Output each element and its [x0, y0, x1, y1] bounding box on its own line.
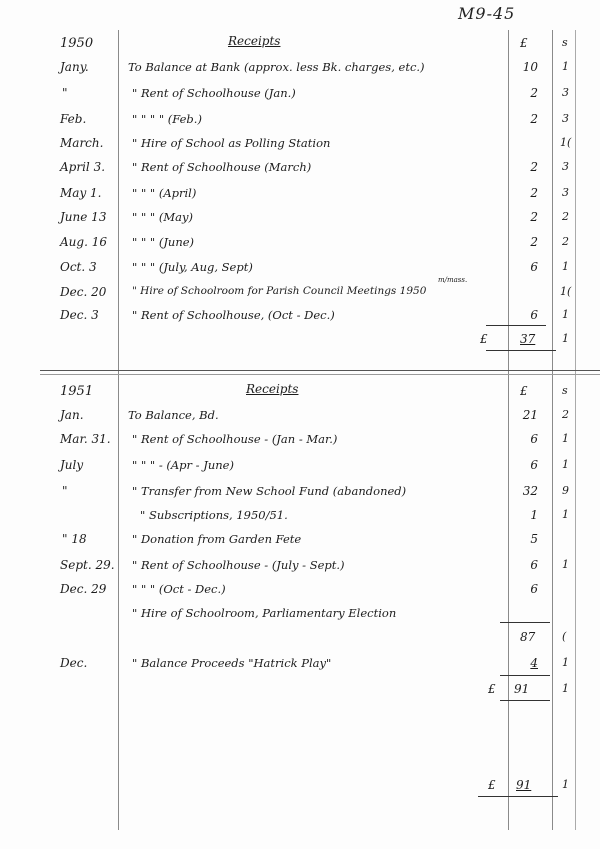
- section-1950-year: 1950: [60, 36, 94, 51]
- section-1951-total-symbol: £: [488, 682, 496, 696]
- row-pounds: 6: [530, 458, 538, 472]
- section-1951-total-top-rule: [500, 675, 550, 676]
- row-description: " Transfer from New School Fund (abandoned): [132, 484, 407, 498]
- row-shillings: 1: [562, 308, 569, 321]
- row-date: ": [62, 86, 68, 100]
- section-1951-heading: Receipts: [246, 382, 299, 396]
- balance-row-date: Dec.: [60, 656, 88, 670]
- row-date: " 18: [62, 532, 87, 546]
- row-date: March.: [60, 136, 104, 150]
- row-date: May 1.: [60, 186, 102, 200]
- row-date: Dec. 3: [60, 308, 99, 322]
- balance-row-description: " Balance Proceeds "Hatrick Play": [132, 656, 332, 670]
- row-description: " Hire of School as Polling Station: [132, 136, 331, 150]
- row-pounds: 2: [530, 210, 538, 224]
- row-shillings: 9: [562, 484, 569, 497]
- row-shillings: 1(: [560, 136, 572, 149]
- section-1951-subtotal-rule: [500, 622, 550, 623]
- section-1951-subtotal-pounds: 87: [520, 630, 536, 644]
- row-shillings: 2: [562, 235, 569, 248]
- row-shillings: 1: [562, 458, 569, 471]
- row-description: To Balance, Bd.: [128, 408, 219, 422]
- row-pounds: 2: [530, 86, 538, 100]
- section-1951-total-shillings: 1: [562, 682, 569, 695]
- row-pounds: 2: [530, 160, 538, 174]
- final-total-shillings: 1: [562, 778, 569, 791]
- section-1950-sum-rule: [486, 325, 546, 326]
- row-shillings: 3: [562, 160, 569, 173]
- section-divider-secondary: [40, 374, 600, 375]
- row-description: " Subscriptions, 1950/51.: [140, 508, 288, 522]
- final-total-symbol: £: [488, 778, 496, 792]
- section-1951-subtotal-shillings: (: [562, 630, 567, 643]
- pounds-column-rule: [508, 30, 509, 830]
- section-1950-heading: Receipts: [228, 34, 281, 48]
- row-description: " " " " (Feb.): [132, 112, 202, 126]
- row-date: Mar. 31.: [60, 432, 111, 446]
- row-shillings: 1: [562, 432, 569, 445]
- section-1951-total-rule: [500, 700, 550, 701]
- row-shillings: 2: [562, 210, 569, 223]
- row-description: " " " (July, Aug, Sept): [132, 260, 253, 274]
- reference-number: M9-45: [458, 4, 516, 23]
- row-pounds: 21: [522, 408, 538, 422]
- row-date: Sept. 29.: [60, 558, 115, 572]
- row-description: " Rent of Schoolhouse - (Jan - Mar.): [132, 432, 338, 446]
- section-1951-pound-header: £: [520, 384, 528, 398]
- section-1951-total-pounds: 91: [514, 682, 530, 696]
- pence-column-rule: [575, 30, 576, 830]
- section-1950-pound-header: £: [520, 36, 528, 50]
- row-description: " " " (Oct - Dec.): [132, 582, 226, 596]
- margin-note: m/mass.: [438, 276, 468, 284]
- section-1950-total-pounds: 37: [520, 332, 536, 346]
- row-date: Dec. 20: [60, 285, 107, 299]
- row-shillings: 1: [562, 508, 569, 521]
- row-pounds: 6: [530, 308, 538, 322]
- row-date: June 13: [60, 210, 107, 224]
- row-date: July: [60, 458, 84, 472]
- row-pounds: 32: [522, 484, 538, 498]
- row-date: Jan.: [60, 408, 84, 422]
- row-date: Oct. 3: [60, 260, 97, 274]
- row-pounds: 6: [530, 558, 538, 572]
- row-pounds: 2: [530, 112, 538, 126]
- row-shillings: 3: [562, 86, 569, 99]
- row-pounds: 5: [530, 532, 538, 546]
- row-description: " Rent of Schoolhouse (Jan.): [132, 86, 296, 100]
- balance-row-shillings: 1: [562, 656, 569, 669]
- section-1951-shilling-header: s: [562, 384, 568, 397]
- section-divider: [40, 370, 600, 371]
- row-shillings: 1(: [560, 285, 572, 298]
- row-description: " Rent of Schoolhouse - (July - Sept.): [132, 558, 345, 572]
- section-1951-year: 1951: [60, 384, 94, 399]
- row-date: Feb.: [60, 112, 87, 126]
- row-description: " " " (May): [132, 210, 193, 224]
- row-date: Jany.: [60, 60, 89, 74]
- row-description: " Rent of Schoolhouse, (Oct - Dec.): [132, 308, 335, 322]
- section-1950-total-shillings: 1: [562, 332, 569, 345]
- row-description: " Hire of Schoolroom for Parish Council Meetings 1950: [132, 285, 427, 297]
- row-pounds: 10: [522, 60, 538, 74]
- row-description: " " " (June): [132, 235, 195, 249]
- row-description: " " " (April): [132, 186, 197, 200]
- row-pounds: 6: [530, 582, 538, 596]
- row-pounds: 6: [530, 432, 538, 446]
- row-pounds: 2: [530, 186, 538, 200]
- row-shillings: 1: [562, 60, 569, 73]
- section-1950-total-symbol: £: [480, 332, 488, 346]
- row-pounds: 1: [530, 508, 538, 522]
- final-total-pounds: 91: [516, 778, 532, 792]
- row-shillings: 2: [562, 408, 569, 421]
- section-1950-total-rule: [486, 350, 556, 351]
- row-date: Dec. 29: [60, 582, 107, 596]
- date-column-rule: [118, 30, 119, 830]
- row-date: Aug. 16: [60, 235, 107, 249]
- shillings-column-rule: [552, 30, 553, 830]
- row-pounds: 2: [530, 235, 538, 249]
- final-total-rule: [478, 796, 558, 797]
- row-pounds: 6: [530, 260, 538, 274]
- row-shillings: 3: [562, 186, 569, 199]
- row-description: " Rent of Schoolhouse (March): [132, 160, 312, 174]
- row-shillings: 3: [562, 112, 569, 125]
- row-description: " Hire of Schoolroom, Parliamentary Election: [132, 606, 397, 620]
- row-description: " Donation from Garden Fete: [132, 532, 302, 546]
- section-1950-shilling-header: s: [562, 36, 568, 49]
- row-shillings: 1: [562, 260, 569, 273]
- row-description: To Balance at Bank (approx. less Bk. charges, etc.): [128, 60, 425, 74]
- row-date: ": [62, 484, 68, 498]
- row-description: " " " - (Apr - June): [132, 458, 234, 472]
- row-shillings: 1: [562, 558, 569, 571]
- row-date: April 3.: [60, 160, 106, 174]
- balance-row-pounds: 4: [530, 656, 538, 670]
